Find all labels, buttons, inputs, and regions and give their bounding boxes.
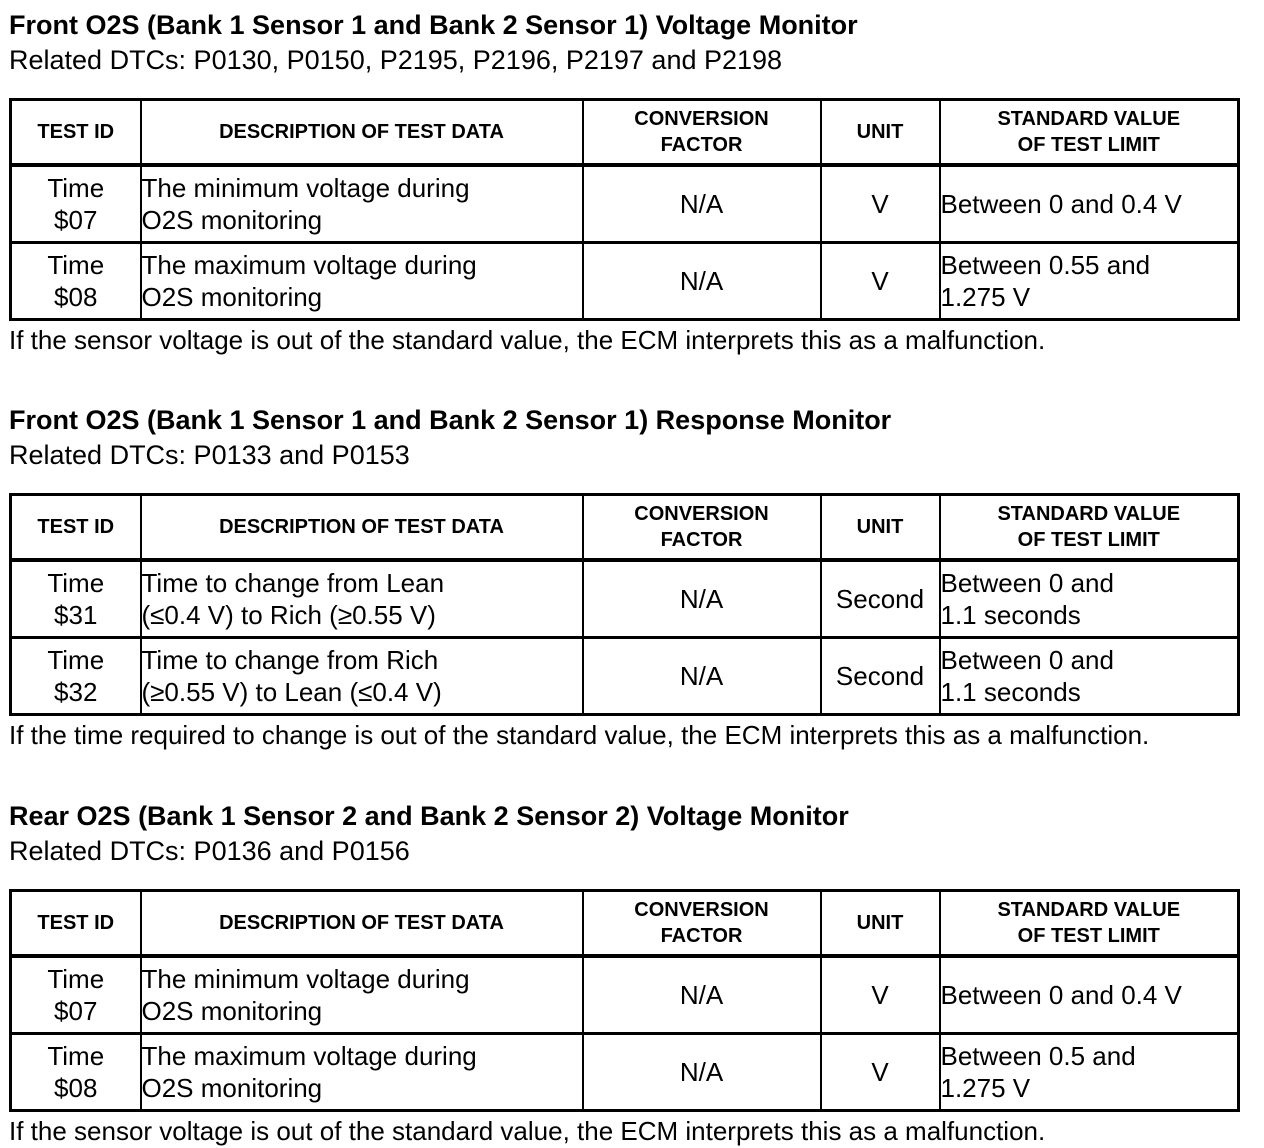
table-row bbox=[11, 560, 1239, 638]
cell-description bbox=[141, 560, 583, 638]
header-conversion-line1: CONVERSION bbox=[634, 503, 769, 525]
cell-standard-value bbox=[940, 165, 1239, 243]
header-standard-line2: OF TEST LIMIT bbox=[1017, 925, 1160, 947]
monitor-table bbox=[9, 889, 1240, 1112]
table-row bbox=[11, 1034, 1239, 1111]
header-standard-value bbox=[940, 100, 1239, 166]
cell-unit: Second bbox=[821, 560, 940, 638]
cell-description bbox=[141, 243, 583, 320]
standard-line1: Between 0 and 0.4 V bbox=[940, 980, 1182, 1010]
section-front-o2s-response-monitor bbox=[9, 403, 1237, 750]
header-test-id: TEST ID bbox=[11, 891, 141, 957]
header-conversion-factor bbox=[583, 100, 821, 166]
cell-conversion-factor: N/A bbox=[583, 956, 821, 1034]
header-conversion-line2: FACTOR bbox=[660, 134, 743, 156]
cell-standard-value bbox=[940, 956, 1239, 1034]
test-id-line2: $08 bbox=[54, 282, 98, 312]
cell-standard-value bbox=[940, 243, 1239, 320]
test-id-line2: $08 bbox=[54, 1073, 98, 1103]
section-front-o2s-voltage-monitor bbox=[9, 8, 1237, 355]
cell-unit: V bbox=[821, 956, 940, 1034]
description-line2: O2S monitoring bbox=[141, 282, 323, 312]
header-unit: UNIT bbox=[821, 495, 940, 561]
test-id-line2: $07 bbox=[54, 996, 98, 1026]
related-dtcs: Related DTCs: P0133 and P0153 bbox=[9, 440, 410, 470]
cell-unit: Second bbox=[821, 638, 940, 715]
header-unit: UNIT bbox=[821, 100, 940, 166]
test-id-line1: Time bbox=[47, 964, 105, 994]
cell-test-id bbox=[11, 638, 141, 715]
header-description: DESCRIPTION OF TEST DATA bbox=[141, 495, 583, 561]
table-header-row bbox=[11, 495, 1239, 561]
description-line1: The maximum voltage during bbox=[141, 250, 477, 280]
cell-standard-value bbox=[940, 1034, 1239, 1111]
header-conversion-line2: FACTOR bbox=[660, 925, 743, 947]
standard-line2: 1.1 seconds bbox=[940, 677, 1081, 707]
description-line2: (≤0.4 V) to Rich (≥0.55 V) bbox=[141, 600, 436, 630]
related-dtcs: Related DTCs: P0130, P0150, P2195, P2196, P2197 and P2198 bbox=[9, 45, 783, 75]
description-line1: The minimum voltage during bbox=[141, 964, 470, 994]
test-id-line1: Time bbox=[47, 645, 105, 675]
standard-line1: Between 0.5 and bbox=[940, 1041, 1136, 1071]
header-conversion-factor bbox=[583, 891, 821, 957]
header-standard-value bbox=[940, 891, 1239, 957]
header-conversion-line1: CONVERSION bbox=[634, 108, 769, 130]
section-note: If the sensor voltage is out of the standard value, the ECM interprets this as a malfunction. bbox=[9, 1116, 1046, 1146]
header-conversion-line1: CONVERSION bbox=[634, 899, 769, 921]
header-conversion-factor bbox=[583, 495, 821, 561]
header-unit: UNIT bbox=[821, 891, 940, 957]
test-id-line1: Time bbox=[47, 568, 105, 598]
table-header-row bbox=[11, 891, 1239, 957]
standard-line2: 1.1 seconds bbox=[940, 600, 1081, 630]
standard-line2: 1.275 V bbox=[940, 282, 1031, 312]
section-title: Front O2S (Bank 1 Sensor 1 and Bank 2 Sensor 1) Voltage Monitor bbox=[9, 10, 858, 40]
section-title: Front O2S (Bank 1 Sensor 1 and Bank 2 Sensor 1) Response Monitor bbox=[9, 405, 892, 435]
cell-test-id bbox=[11, 243, 141, 320]
description-line1: The maximum voltage during bbox=[141, 1041, 477, 1071]
section-note: If the time required to change is out of the standard value, the ECM interprets this as a malfunction. bbox=[9, 720, 1150, 750]
cell-standard-value bbox=[940, 638, 1239, 715]
description-line2: O2S monitoring bbox=[141, 1073, 323, 1103]
table-row bbox=[11, 956, 1239, 1034]
cell-test-id bbox=[11, 560, 141, 638]
header-standard-line1: STANDARD VALUE bbox=[997, 899, 1181, 921]
description-line1: The minimum voltage during bbox=[141, 173, 470, 203]
section-rear-o2s-voltage-monitor bbox=[9, 799, 1237, 1146]
related-dtcs: Related DTCs: P0136 and P0156 bbox=[9, 836, 410, 866]
test-id-line2: $32 bbox=[54, 677, 98, 707]
table-row bbox=[11, 638, 1239, 715]
description-line1: Time to change from Lean bbox=[141, 568, 445, 598]
table-header-row bbox=[11, 100, 1239, 166]
monitor-table bbox=[9, 493, 1240, 716]
cell-conversion-factor: N/A bbox=[583, 1034, 821, 1111]
test-id-line1: Time bbox=[47, 173, 105, 203]
standard-line1: Between 0.55 and bbox=[940, 250, 1151, 280]
header-test-id: TEST ID bbox=[11, 100, 141, 166]
cell-standard-value bbox=[940, 560, 1239, 638]
section-title: Rear O2S (Bank 1 Sensor 2 and Bank 2 Sensor 2) Voltage Monitor bbox=[9, 801, 849, 831]
cell-unit: V bbox=[821, 1034, 940, 1111]
cell-test-id bbox=[11, 165, 141, 243]
standard-line1: Between 0 and 0.4 V bbox=[940, 189, 1182, 219]
cell-description bbox=[141, 1034, 583, 1111]
table-row bbox=[11, 165, 1239, 243]
cell-unit: V bbox=[821, 243, 940, 320]
standard-line2: 1.275 V bbox=[940, 1073, 1031, 1103]
description-line2: O2S monitoring bbox=[141, 205, 323, 235]
header-description: DESCRIPTION OF TEST DATA bbox=[141, 891, 583, 957]
header-conversion-line2: FACTOR bbox=[660, 529, 743, 551]
standard-line1: Between 0 and bbox=[940, 568, 1114, 598]
description-line2: (≥0.55 V) to Lean (≤0.4 V) bbox=[141, 677, 442, 707]
description-line1: Time to change from Rich bbox=[141, 645, 439, 675]
header-standard-line2: OF TEST LIMIT bbox=[1017, 529, 1160, 551]
test-id-line2: $31 bbox=[54, 600, 98, 630]
header-description: DESCRIPTION OF TEST DATA bbox=[141, 100, 583, 166]
cell-conversion-factor: N/A bbox=[583, 243, 821, 320]
header-standard-value bbox=[940, 495, 1239, 561]
section-note: If the sensor voltage is out of the standard value, the ECM interprets this as a malfunction. bbox=[9, 325, 1046, 355]
standard-line1: Between 0 and bbox=[940, 645, 1114, 675]
cell-unit: V bbox=[821, 165, 940, 243]
description-line2: O2S monitoring bbox=[141, 996, 323, 1026]
cell-conversion-factor: N/A bbox=[583, 638, 821, 715]
header-standard-line2: OF TEST LIMIT bbox=[1017, 134, 1160, 156]
header-standard-line1: STANDARD VALUE bbox=[997, 108, 1181, 130]
test-id-line1: Time bbox=[47, 250, 105, 280]
header-test-id: TEST ID bbox=[11, 495, 141, 561]
cell-description bbox=[141, 638, 583, 715]
cell-description bbox=[141, 165, 583, 243]
monitor-table bbox=[9, 98, 1240, 321]
cell-test-id bbox=[11, 956, 141, 1034]
test-id-line2: $07 bbox=[54, 205, 98, 235]
header-standard-line1: STANDARD VALUE bbox=[997, 503, 1181, 525]
table-row bbox=[11, 243, 1239, 320]
cell-conversion-factor: N/A bbox=[583, 560, 821, 638]
cell-description bbox=[141, 956, 583, 1034]
test-id-line1: Time bbox=[47, 1041, 105, 1071]
cell-test-id bbox=[11, 1034, 141, 1111]
cell-conversion-factor: N/A bbox=[583, 165, 821, 243]
